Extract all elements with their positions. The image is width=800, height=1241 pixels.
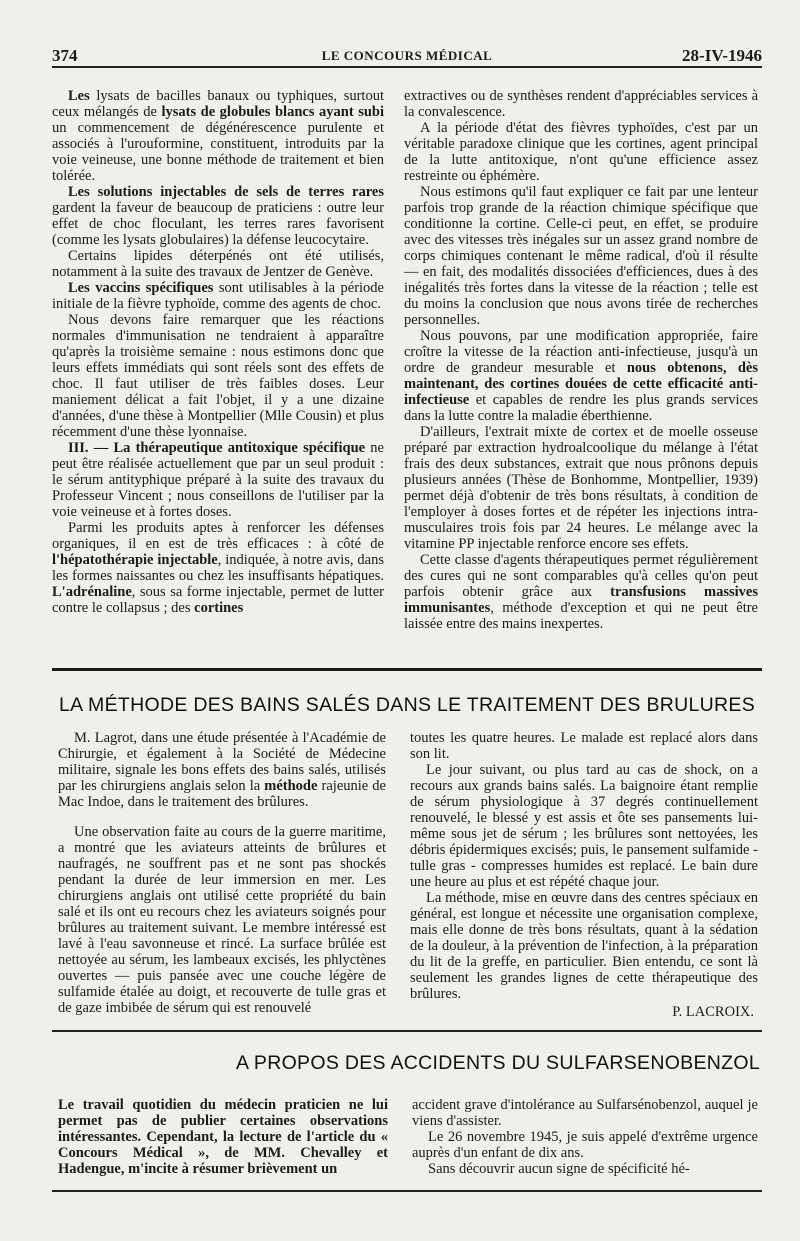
article1-paragraph: Cette classe d'agents thérapeutiques permet régulièrement des cures qui ne sont comparables qu'à celles qu'on peut parfois obtenir grâce aux transfusions massives immunisantes, méthode d'exception et qui ne peut être laissée entre des mains inexpertes. <box>404 552 758 632</box>
journal-title: LE CONCOURS MÉDICAL <box>321 48 493 63</box>
article3-right-column <box>412 1097 758 1177</box>
article1-paragraph: A la période d'état des fièvres typhoïdes, c'est par un véritable paradoxe clinique que les cortines, agent principal de la lutte antitoxique, n'ont qu'une efficience assez restreinte ou éphémère. <box>404 120 758 184</box>
article2-right-column <box>410 730 758 1020</box>
article1-left-column <box>52 88 384 616</box>
article3-paragraph-3: Sans découvrir aucun signe de spécificité hé- <box>428 1161 690 1177</box>
article1-paragraph: Parmi les produits aptes à renforcer les défenses organiques, il en est de très efficaces : à côté de l'hépatothérapie injectable, indiquée, à notre avis, dans les formes naissantes ou chez les insuffisants hépatiques. L'adrénaline, sous sa forme injectable, permet de lutter contre le collapsus ; des cortines <box>52 520 384 616</box>
article3-paragraph-1: accident grave d'intolérance au Sulfarsénobenzol, auquel je viens d'assister. <box>412 1097 758 1129</box>
article1-paragraph: Les lysats de bacilles banaux ou typhiques, surtout ceux mélangés de lysats de globules blancs ayant subi un commencement de dégénérescence purulente et associés à l'urouformine, constituent, introduits par la voie veineuse, une bonne méthode de traitement et bien tolérée. <box>52 88 384 184</box>
page-number: 374 <box>52 46 78 65</box>
page-header <box>52 40 762 64</box>
article2-left-column <box>58 730 386 1016</box>
article2-paragraph: toutes les quatre heures. Le malade est replacé alors dans son lit. <box>410 730 758 762</box>
article1-paragraph: D'ailleurs, l'extrait mixte de cortex et de moelle osseuse préparé par extraction hydroalcoolique du mélange à l'état frais des deux substances, extrait que nous prônons depuis plusieurs années (Thèse de Bonhomme, Montpellier, 1939) permet déjà d'obtenir de très bons résultats, à condition de l'employer à doses fortes et de répéter les injections intra-musculaires trois fois par 24 heures. Le mélange avec la vitamine PP injectable renforce encore ses effets. <box>404 424 758 552</box>
article1-paragraph: III. — La thérapeutique antitoxique spécifique ne peut être réalisée actuellement que par un seul produit : le sérum antityphique préparé à la suite des travaux du Professeur Vincent ; nous conseillons de l'utiliser par la voie veineuse et à fortes doses. <box>52 440 384 520</box>
article2-paragraph: Une observation faite au cours de la guerre maritime, a montré que les aviateurs atteints de brûlures et naufragés, ne souffrent pas et ne sont pas shockés pendant la durée de leur immersion en mer. Les chirurgiens anglais ont utilisé cette propriété du bain salé et ils ont eu recours chez les aviateurs soignés pour brûlures au traitement suivant. Le membre intéressé est lavé à l'eau savonneuse et rincé. La surface brûlée est nettoyée au sérum, les lambeaux excisés, les phlyctènes ouvertes — puis pansée avec une couche légère de sulfamide étalée au doigt, et recouverte de tulle gras et de gaze imbibée de sérum qui est renouvelé <box>58 824 386 1016</box>
article2-paragraph: Le jour suivant, ou plus tard au cas de shock, on a recours aux grands bains salés. La baignoire étant remplie de sérum physiologique à 37 degrés continuellement renouvelé, le blessé y est assis et ôte ses pansements lui-même sous jet de sérum ; les brûlures sont nettoyées, les débris épidermiques excisés; puis, le pansement sulfamide - tulle gras - compresses humides est replacé. Le bain dure une heure au plus et est répété chaque jour. <box>410 762 758 890</box>
author-signature: P. LACROIX. <box>672 1004 754 1020</box>
paragraph-gap <box>58 810 386 824</box>
section-rule-2 <box>52 1030 762 1032</box>
header-rule <box>52 66 762 68</box>
article2-paragraph: La méthode, mise en œuvre dans des centres spéciaux en général, est longue et nécessite une organisation complexe, mais elle donne de très bons résultats, quant à la sédation de la douleur, à la prévention de l'infection, à la préparation du lit de la greffe, en particulier. Bien entendu, ce sont là seulement les grandes lignes de cette thérapeutique des brûlures. <box>410 890 758 1002</box>
bottom-rule <box>52 1190 762 1192</box>
article1-right-column <box>404 88 758 632</box>
article1-paragraph: Nous devons faire remarquer que les réactions normales d'immunisation ne tendraient à apparaître qu'après la troisième semaine : nous estimons donc que leurs effets immédiats qui sont réels sont des effets de choc. Il faut utiliser de très faibles doses. Leur maniement délicat a fait l'objet, il y a une dizaine d'années, d'une thèse à Montpellier (Mlle Cousin) et plus récemment d'une thèse lyonnaise. <box>52 312 384 440</box>
section-rule-1 <box>52 668 762 671</box>
article1-paragraph: Nous estimons qu'il faut expliquer ce fait par une lenteur parfois trop grande de la réaction chimique spécifique que conditionne la cortine. Celle-ci peut, en effet, se produire avec des vitesses très inégales sur un assez grand nombre de corps chimiques contenant le même radical, d'où il résulte — en fait, des modalités dissociées d'efficiences, dues à des inégalités très fortes dans la vitesse de la réaction ; telle est du moins la conclusion que nous avons tirée de recherches personnelles. <box>404 184 758 328</box>
article2-paragraph: M. Lagrot, dans une étude présentée à l'Académie de Chirurgie, et également à la Société de Médecine militaire, signale les bons effets des bains salés, utilisés par les chirurgiens anglais selon la méthode rajeunie de Mac Indoe, dans le traitement des brûlures. <box>58 730 386 810</box>
article1-paragraph: extractives ou de synthèses rendent d'appréciables services à la convalescence. <box>404 88 758 120</box>
article1-paragraph: Les vaccins spécifiques sont utilisables à la période initiale de la fièvre typhoïde, comme des agents de choc. <box>52 280 384 312</box>
article3-paragraph-2: Le 26 novembre 1945, je suis appelé d'extrême urgence auprès d'un enfant de dix ans. <box>412 1129 758 1161</box>
article3-left-column: Le travail quotidien du médecin praticien ne lui permet pas de publier certaines observations intéressantes. Cependant, la lecture de l'article du « Concours Médical », de MM. Chevalley et Hadengue, m'incite à résumer brièvement un <box>58 1097 388 1177</box>
article3-title: A PROPOS DES ACCIDENTS DU SULFARSENOBENZOL <box>235 1052 760 1074</box>
article1-paragraph: Les solutions injectables de sels de terres rares gardent la faveur de beaucoup de praticiens : outre leur effet de choc floculant, les terres rares favorisent (comme les lysats globulaires) la défense leucocytaire. <box>52 184 384 248</box>
article2-title: LA MÉTHODE DES BAINS SALÉS DANS LE TRAITEMENT DES BRULURES <box>58 694 756 716</box>
article1-paragraph: Nous pouvons, par une modification appropriée, faire croître la vitesse de la réaction anti-infectieuse, jusqu'à un ordre de grandeur mesurable et nous obtenons, dès maintenant, des cortines douées de cette efficacité anti-infectieuse et capables de rendre les plus grands services dans la lutte contre la maladie éberthienne. <box>404 328 759 424</box>
issue-date: 28-IV-1946 <box>682 46 762 65</box>
article1-paragraph: Certains lipides déterpénés ont été utilisés, notamment à la suite des travaux de Jentzer de Genève. <box>52 248 384 280</box>
